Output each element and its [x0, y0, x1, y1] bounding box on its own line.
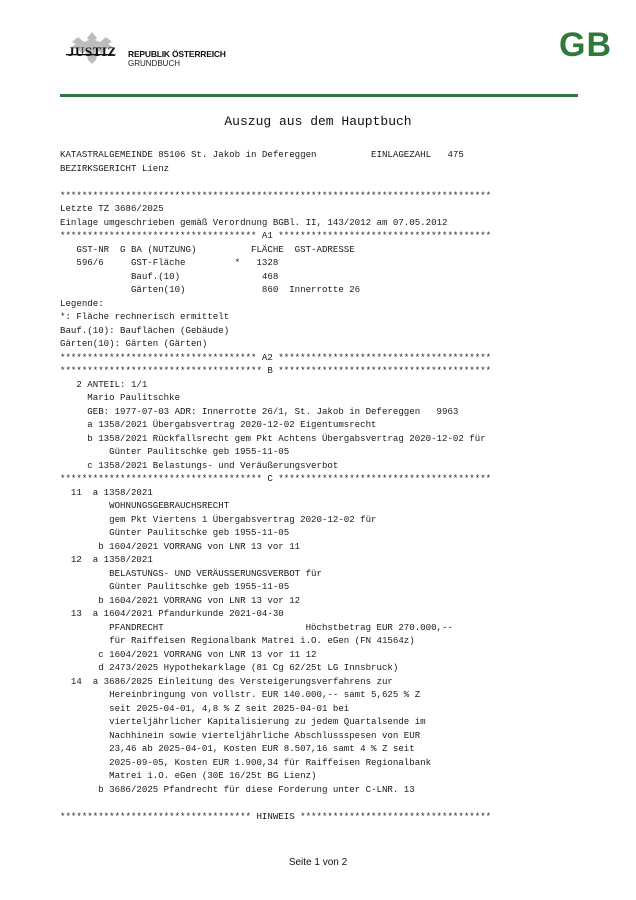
document-title: Auszug aus dem Hauptbuch [224, 114, 412, 129]
document-line: WOHNUNGSGEBRAUCHSRECHT [60, 500, 230, 511]
document-line: seit 2025-04-01, 4,8 % Z seit 2025-04-01 bei [60, 702, 350, 714]
document-line: Hereinbringung von vollstr. EUR 140.000,-- samt 5,625 % Z [60, 689, 421, 700]
document-line: Gärten(10) 860 Innerrotte 26 [60, 284, 361, 295]
document-line: KATASTRALGEMEINDE 85106 St. Jakob in Defereggen EINLAGEZAHL 475 [60, 149, 464, 160]
document-line: Legende: [60, 297, 104, 309]
document-line: Gärten(10): Gärten (Gärten) [60, 338, 208, 349]
gb-badge: GB [559, 26, 612, 64]
document-line: Bauf.(10): Bauflächen (Gebäude) [60, 324, 230, 336]
document-line: 12 a 1358/2021 [60, 554, 153, 565]
document-line: Bauf.(10) 468 [60, 270, 279, 282]
brand-subtitle: GRUNDBUCH [128, 59, 180, 68]
document-line: *: Fläche rechnerisch ermittelt [60, 311, 230, 322]
document-line: c 1358/2021 Belastungs- und Veräußerungsverbot [60, 459, 339, 471]
document-line: PFANDRECHT Höchstbetrag EUR 270.000,-- [60, 621, 453, 633]
document-body [60, 148, 491, 823]
document-line: Einlage umgeschrieben gemäß Verordnung BGBl. II, 143/2012 am 07.05.2012 [60, 216, 448, 228]
document-line: ************************************* B *************************************** [60, 365, 492, 376]
logo-wordmark: JUSTIZ [68, 44, 117, 59]
document-line: GEB: 1977-07-03 ADR: Innerrotte 26/1, St. Jakob in Defereggen 9963 [60, 405, 459, 417]
document-line: Mario Paulitschke [60, 392, 181, 403]
document-line: GST-NR G BA (NUTZUNG) FLÄCHE GST-ADRESSE [60, 243, 355, 255]
document-line: Matrei i.O. eGen (30E 16/25t BG Lienz) [60, 770, 317, 781]
justiz-logo [62, 30, 122, 66]
document-line: Günter Paulitschke geb 1955-11-05 [60, 527, 290, 538]
document-line: 2 ANTEIL: 1/1 [60, 378, 148, 390]
document-line: Nachhinein sowie vierteljährliche Abschlussspesen von EUR [60, 729, 421, 741]
document-line: b 3686/2025 Pfandrecht für diese Forderung unter C-LNR. 13 [60, 783, 415, 795]
document-line: ************************************ A2 *************************************** [60, 351, 492, 363]
document-line: BELASTUNGS- UND VERÄUSSERUNGSVERBOT für [60, 567, 322, 579]
document-line: ************************************ A1 *************************************** [60, 230, 492, 241]
document-line: ******************************************************************************* [60, 189, 492, 201]
document-line: 11 a 1358/2021 [60, 486, 153, 498]
document-line [60, 175, 491, 189]
document-line: b 1358/2021 Rückfallsrecht gem Pkt Achtens Übergabsvertrag 2020-12-02 für [60, 432, 486, 444]
header-divider [60, 94, 578, 97]
document-line: ************************************* C *************************************** [60, 473, 492, 484]
document-line: Günter Paulitschke geb 1955-11-05 [60, 581, 290, 592]
document-line: 23,46 ab 2025-04-01, Kosten EUR 8.507,16 samt 4 % Z seit [60, 743, 415, 754]
document-line: 13 a 1604/2021 Pfandurkunde 2021-04-30 [60, 608, 284, 619]
document-line: vierteljährlicher Kapitalisierung zu jedem Quartalsende im [60, 716, 426, 727]
document-line: 596/6 GST-Fläche * 1328 [60, 257, 279, 268]
document-line: 14 a 3686/2025 Einleitung des Versteigerungsverfahrens zur [60, 675, 393, 687]
document-line: b 1604/2021 VORRANG von LNR 13 vor 12 [60, 594, 301, 606]
brand-title: REPUBLIK ÖSTERREICH [128, 49, 226, 59]
document-line: c 1604/2021 VORRANG von LNR 13 vor 11 12 [60, 648, 317, 660]
brand-block [128, 49, 226, 69]
document-line: b 1604/2021 VORRANG von LNR 13 vor 11 [60, 540, 301, 552]
document-line: *********************************** HINWEIS *********************************** [60, 810, 492, 822]
document-line [60, 796, 491, 810]
document-line: BEZIRKSGERICHT Lienz [60, 162, 170, 174]
document-line: a 1358/2021 Übergabsvertrag 2020-12-02 Eigentumsrecht [60, 419, 377, 430]
page-footer: Seite 1 von 2 [288, 857, 348, 868]
document-line: 2025-09-05, Kosten EUR 1.900,34 für Raiffeisen Regionalbank [60, 756, 432, 768]
document-line: Günter Paulitschke geb 1955-11-05 [60, 446, 290, 457]
document-line: Letzte TZ 3686/2025 [60, 203, 164, 214]
document-line: d 2473/2025 Hypothekarklage (81 Cg 62/25t LG Innsbruck) [60, 662, 399, 673]
document-line: gem Pkt Viertens 1 Übergabsvertrag 2020-12-02 für [60, 513, 377, 525]
document-line: für Raiffeisen Regionalbank Matrei i.O. eGen (FN 41564z) [60, 635, 415, 646]
